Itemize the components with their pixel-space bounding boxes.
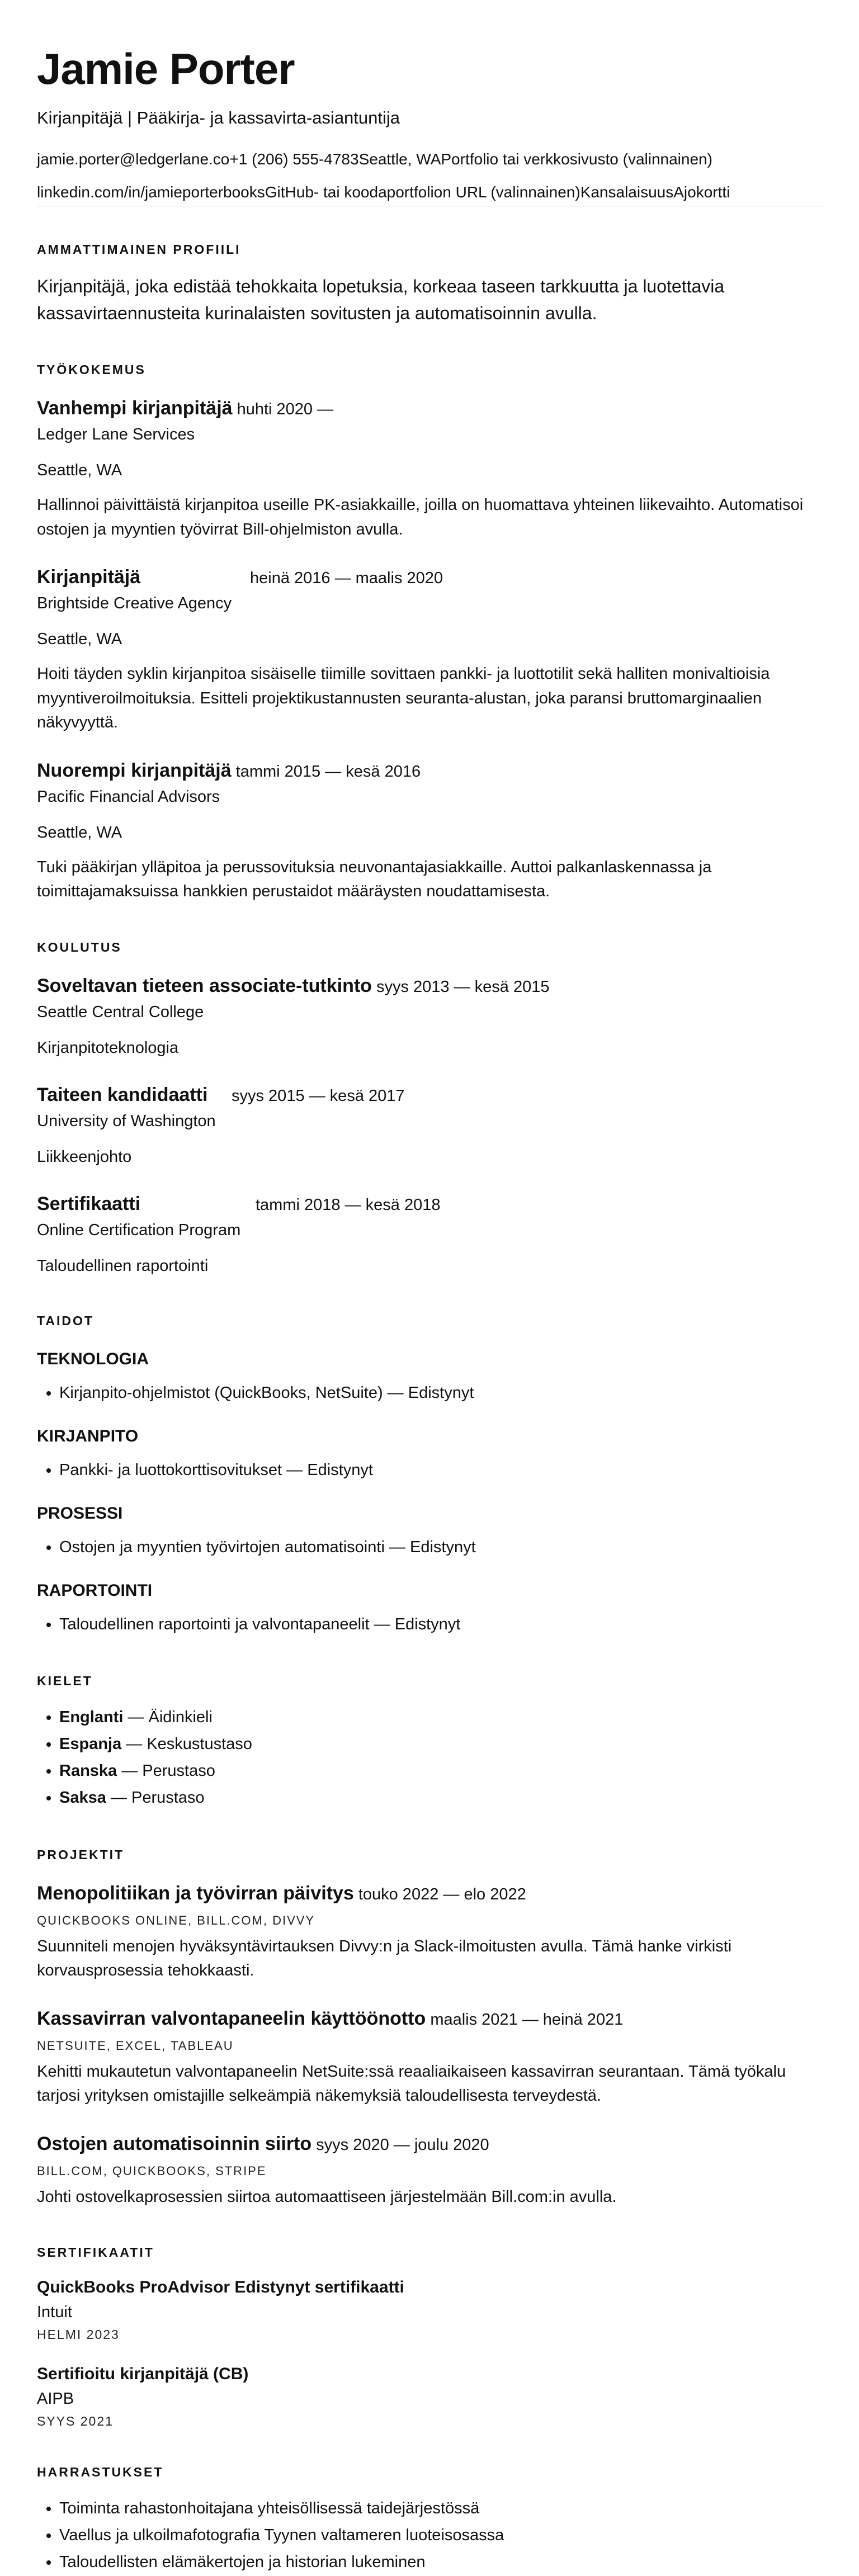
skill-item: • Taloudellinen raportointi ja valvontapaneelit — Edistynyt [59, 1611, 822, 1638]
job-description: Hoiti täyden syklin kirjanpitoa sisäiselle tiimille sovittaen pankki- ja luottotilit sekä halliten monivaltioisia myyntiveroilmoituksia. Esitteli projektikustannusten seuranta-alustan, joka paransi bruttomarginaalien näkyvyyttä. [37, 665, 770, 732]
project-name: Ostojen automatisoinnin siirto [37, 2133, 312, 2154]
skill-item: • Pankki- ja luottokorttisovitukset — Edistynyt [59, 1457, 822, 1484]
skill-list [37, 1380, 822, 1407]
language-item [59, 1758, 822, 1785]
project-name: Menopolitiikan ja työvirran päivitys [37, 1882, 354, 1904]
cert-name: QuickBooks ProAdvisor Edistynyt sertifikaatti [37, 2278, 404, 2297]
job-description: Tuki pääkirjan ylläpitoa ja perussovituksia neuvonantajasiakkaille. Auttoi palkanlaskennassa ja toimittajamaksuissa hankkien perustaidot määräysten noudattamisesta. [37, 858, 712, 901]
contact-license: Ajokortti [673, 183, 730, 201]
degree-dates: syys 2015 — kesä 2017 [232, 1086, 405, 1105]
job-role: Kirjanpitäjä [37, 566, 141, 588]
contact-phone[interactable]: +1 (206) 555-4783 [229, 150, 359, 168]
language-name: Englanti [59, 1708, 124, 1727]
hobby-item: • Vaellus ja ulkoilmafotografia Tyynen valtameren luoteisosassa [59, 2522, 822, 2549]
projects-section [37, 1849, 822, 2210]
section-heading: AMMATTIMAINEN PROFIILI [37, 242, 241, 257]
cert-issuer: Intuit [37, 2303, 72, 2322]
language-name: Saksa [59, 1788, 106, 1807]
contact-location: Seattle, WA [358, 150, 441, 168]
contact-portfolio[interactable]: Portfolio tai verkkosivusto (valinnainen) [441, 150, 712, 168]
school-name: Seattle Central College [37, 1003, 204, 1021]
project-tags: QUICKBOOKS ONLINE, BILL.COM, DIVVY [37, 1913, 315, 1927]
skill-group-title: KIRJANPITO [37, 1426, 139, 1445]
contact-github[interactable]: GitHub- tai koodaportfolion URL (valinnainen) [265, 183, 580, 201]
profile-text: Kirjanpitäjä, joka edistää tehokkaita lopetuksia, korkeaa taseen tarkkuutta ja luotettavia kassavirtaennusteita kurinalaisten sovitusten ja automatisoinnin avulla. [37, 276, 725, 323]
field-of-study: Liikkeenjohto [37, 1147, 132, 1166]
project-entry [37, 2133, 822, 2210]
education-entry [37, 1193, 822, 1278]
certifications-section [37, 2246, 822, 2429]
job-role: Vanhempi kirjanpitäjä [37, 397, 233, 419]
field-of-study: Kirjanpitoteknologia [37, 1038, 179, 1057]
job-role: Nuorempi kirjanpitäjä [37, 759, 232, 781]
experience-entry [37, 760, 822, 904]
contact-email[interactable]: jamie.porter@ledgerlane.co [37, 150, 230, 168]
project-description: Kehitti mukautetun valvontapaneelin NetSuite:ssä reaaliaikaiseen kassavirran seurantaan. Tämä työkalu tarjosi yrityksen omistajille selkeämpiä näkemyksiä taloudellisesta terveydestä. [37, 2062, 786, 2105]
language-item [59, 1704, 822, 1731]
language-name: Ranska [59, 1762, 117, 1780]
language-level: — Keskustustaso [121, 1735, 252, 1753]
languages-section [37, 1675, 822, 1811]
school-name: University of Washington [37, 1112, 216, 1130]
project-description: Johti ostovelkaprosessien siirtoa automaattiseen järjestelmään Bill.com:in avulla. [37, 2187, 617, 2206]
job-location: Seattle, WA [37, 823, 122, 842]
skill-group-title: RAPORTOINTI [37, 1581, 153, 1600]
school-name: Online Certification Program [37, 1221, 241, 1239]
skills-section [37, 1315, 822, 1638]
education-entry [37, 1084, 822, 1169]
project-entry [37, 2008, 822, 2109]
experience-section [37, 363, 822, 904]
job-dates: tammi 2015 — kesä 2016 [235, 762, 421, 781]
cert-name: Sertifioitu kirjanpitäjä (CB) [37, 2365, 249, 2384]
skill-item: • Ostojen ja myyntien työvirtojen automatisointi — Edistynyt [59, 1534, 822, 1561]
project-description: Suunniteli menojen hyväksyntävirtauksen Divvy:n ja Slack-ilmoitusten avulla. Tämä hanke virkisti korvausprosessia tehokkaasti. [37, 1937, 732, 1980]
language-list [37, 1704, 822, 1811]
hobby-item: • Taloudellisten elämäkertojen ja historian lukeminen [59, 2549, 822, 2576]
contact-line-2 [37, 182, 822, 202]
job-location: Seattle, WA [37, 461, 122, 480]
language-level: — Perustaso [117, 1762, 215, 1780]
education-section [37, 941, 822, 1278]
language-item [59, 1785, 822, 1812]
section-heading: SERTIFIKAATIT [37, 2245, 154, 2260]
section-heading: HARRASTUKSET [37, 2465, 164, 2480]
project-dates: touko 2022 — elo 2022 [358, 1885, 526, 1903]
skill-list [37, 1534, 822, 1561]
section-heading: KOULUTUS [37, 939, 122, 954]
experience-entry [37, 566, 822, 735]
contact-citizenship: Kansalaisuus [580, 183, 674, 201]
skill-list [37, 1457, 822, 1484]
hobby-list [37, 2495, 822, 2576]
project-name: Kassavirran valvontapaneelin käyttöönotto [37, 2007, 426, 2029]
project-tags: NETSUITE, EXCEL, TABLEAU [37, 2038, 234, 2053]
job-title: Kirjanpitäjä | Pääkirja- ja kassavirta-asiantuntija [37, 108, 400, 127]
job-description: Hallinnoi päivittäistä kirjanpitoa useille PK-asiakkaille, joilla on huomattava yhteinen liikevaihto. Automatisoi ostojen ja myyntien työvirrat Bill-ohjelmiston avulla. [37, 496, 804, 538]
contact-linkedin[interactable]: linkedin.com/in/jamieporterbooks [37, 183, 265, 201]
degree-title: Sertifikaatti [37, 1193, 141, 1214]
language-name: Espanja [59, 1735, 122, 1753]
degree-dates: syys 2013 — kesä 2015 [376, 977, 550, 996]
project-entry [37, 1883, 822, 1983]
degree-title: Taiteen kandidaatti [37, 1084, 208, 1105]
section-heading: TYÖKOKEMUS [37, 362, 146, 377]
job-company: Brightside Creative Agency [37, 594, 232, 613]
skill-list [37, 1611, 822, 1638]
cert-date: HELMI 2023 [37, 2327, 120, 2342]
language-item [59, 1731, 822, 1758]
field-of-study: Taloudellinen raportointi [37, 1256, 209, 1275]
section-heading: KIELET [37, 1674, 93, 1689]
project-dates: maalis 2021 — heinä 2021 [430, 2010, 624, 2029]
job-company: Pacific Financial Advisors [37, 787, 220, 806]
education-entry [37, 975, 822, 1060]
skill-item: • Kirjanpito-ohjelmistot (QuickBooks, NetSuite) — Edistynyt [59, 1380, 822, 1407]
skill-group-title: PROSESSI [37, 1504, 123, 1523]
project-tags: BILL.COM, QUICKBOOKS, STRIPE [37, 2163, 267, 2178]
experience-entry [37, 398, 822, 542]
section-heading: PROJEKTIT [37, 1847, 125, 1862]
language-level: — Äidinkieli [123, 1708, 213, 1727]
degree-title: Soveltavan tieteen associate-tutkinto [37, 975, 372, 996]
person-name: Jamie Porter [37, 44, 295, 93]
job-dates: huhti 2020 — [237, 400, 334, 418]
hobbies-section [37, 2466, 822, 2576]
language-level: — Perustaso [106, 1788, 205, 1807]
section-heading: TAIDOT [37, 1313, 94, 1329]
job-company: Ledger Lane Services [37, 425, 195, 443]
skill-group-title: TEKNOLOGIA [37, 1350, 149, 1369]
job-dates: heinä 2016 — maalis 2020 [250, 569, 443, 588]
cert-date: SYYS 2021 [37, 2414, 114, 2429]
job-location: Seattle, WA [37, 630, 122, 649]
hobby-item: • Toiminta rahastonhoitajana yhteisöllisessä taidejärjestössä [59, 2495, 822, 2522]
degree-dates: tammi 2018 — kesä 2018 [256, 1195, 441, 1214]
profile-section [37, 243, 822, 327]
project-dates: syys 2020 — joulu 2020 [316, 2135, 489, 2154]
cert-issuer: AIPB [37, 2390, 74, 2408]
contact-line-1 [37, 149, 822, 169]
